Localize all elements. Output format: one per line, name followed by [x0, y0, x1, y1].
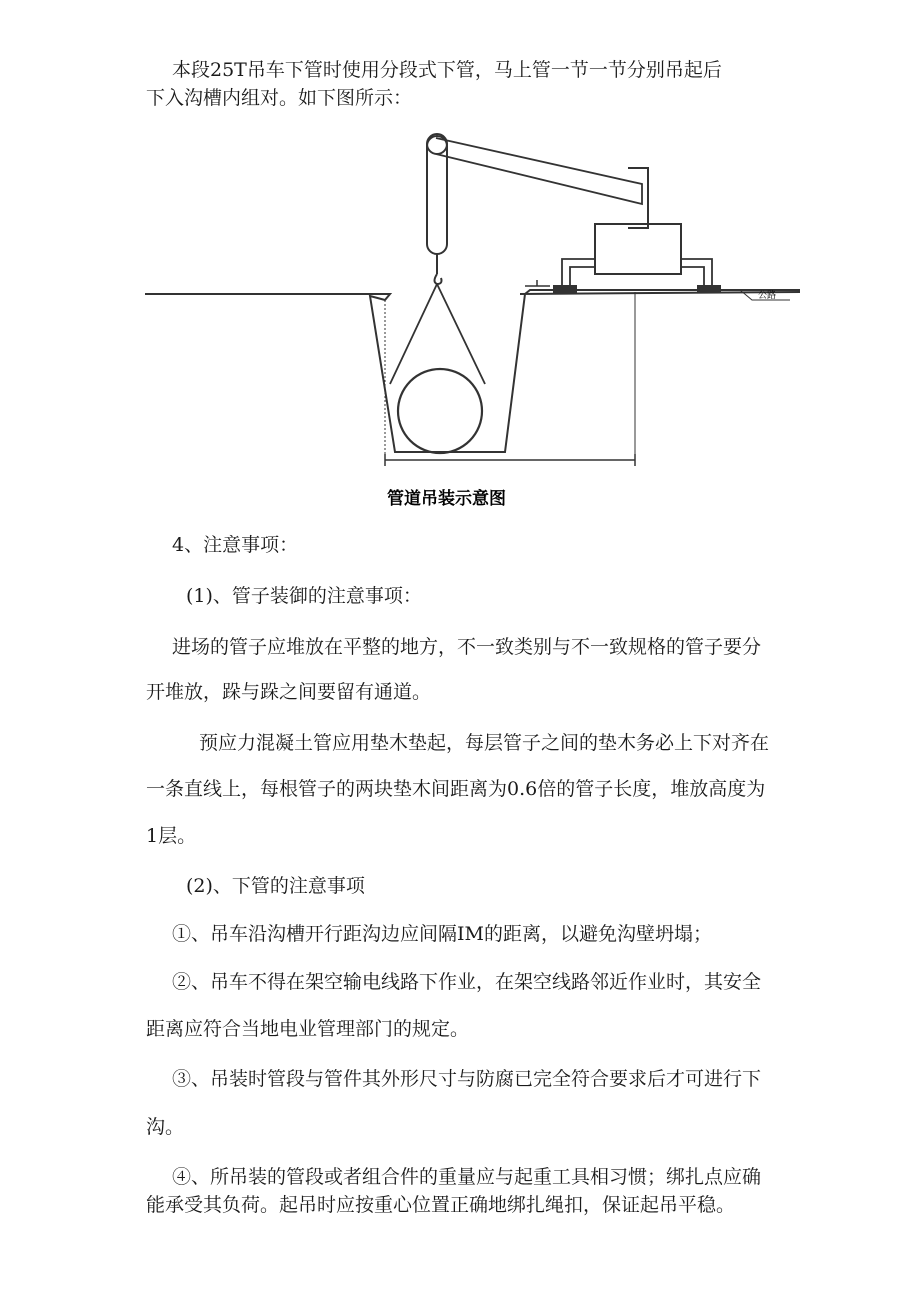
crane-body [595, 224, 681, 274]
figure-caption: 管道吊装示意图 [387, 489, 506, 509]
dimension-line-bottom [385, 454, 635, 466]
pipe-lifting-diagram [140, 124, 800, 520]
item-4-line-1: ④、所吊装的管段或者组合件的重量应与起重工具相习惯；绑扎点应确 [172, 1166, 762, 1188]
para2-line-3: 1层。 [146, 825, 197, 847]
crane-boom [436, 138, 642, 204]
crane-column [628, 168, 648, 228]
edge-marker [525, 280, 550, 286]
section-4-heading: 4、注意事项： [172, 534, 299, 556]
item-3-line-2: 沟。 [146, 1116, 185, 1138]
intro-line-2: 下入沟槽内组对。如下图所示： [146, 87, 413, 109]
crane-outrigger-left [562, 259, 595, 288]
item-3-line-1: ③、吊装时管段与管件其外形尺寸与防腐已完全符合要求后才可进行下 [172, 1068, 762, 1090]
subsection-2-heading: (2)、下管的注意事项 [186, 875, 365, 897]
road-label: 公路 [758, 291, 777, 301]
para2-line-2: 一条直线上，每根管子的两块垫木间距离为0.6倍的管子长度，堆放高度为 [146, 778, 766, 800]
outrigger-pad-right [698, 286, 720, 292]
para2-line-1: 预应力混凝土管应用垫木垫起，每层管子之间的垫木务必上下对齐在 [199, 732, 770, 754]
intro-line-1: 本段25T吊车下管时使用分段式下管，马上管一节一节分别吊起后 [172, 59, 722, 81]
item-2-line-1: ②、吊车不得在架空输电线路下作业，在架空线路邻近作业时，其安全 [172, 971, 762, 993]
item-2-line-2: 距离应符合当地电业管理部门的规定。 [146, 1018, 470, 1040]
crane-outrigger-right [681, 259, 712, 288]
subsection-1-heading: (1)、管子装御的注意事项： [186, 585, 422, 607]
outrigger-pad-left [554, 286, 576, 292]
para1-line-1: 进场的管子应堆放在平整的地方，不一致类别与不一致规格的管子要分 [172, 636, 762, 658]
pipe [398, 369, 482, 453]
item-4-line-2: 能承受其负荷。起吊时应按重心位置正确地绑扎绳扣，保证起吊平稳。 [146, 1194, 736, 1216]
crane-hook [435, 274, 442, 284]
para1-line-2: 开堆放，跺与跺之间要留有通道。 [146, 681, 432, 703]
ground-trench-outline [145, 290, 800, 452]
item-1: ①、吊车沿沟槽开行距沟边应间隔IM的距离，以避免沟壁坍塌； [172, 923, 712, 945]
